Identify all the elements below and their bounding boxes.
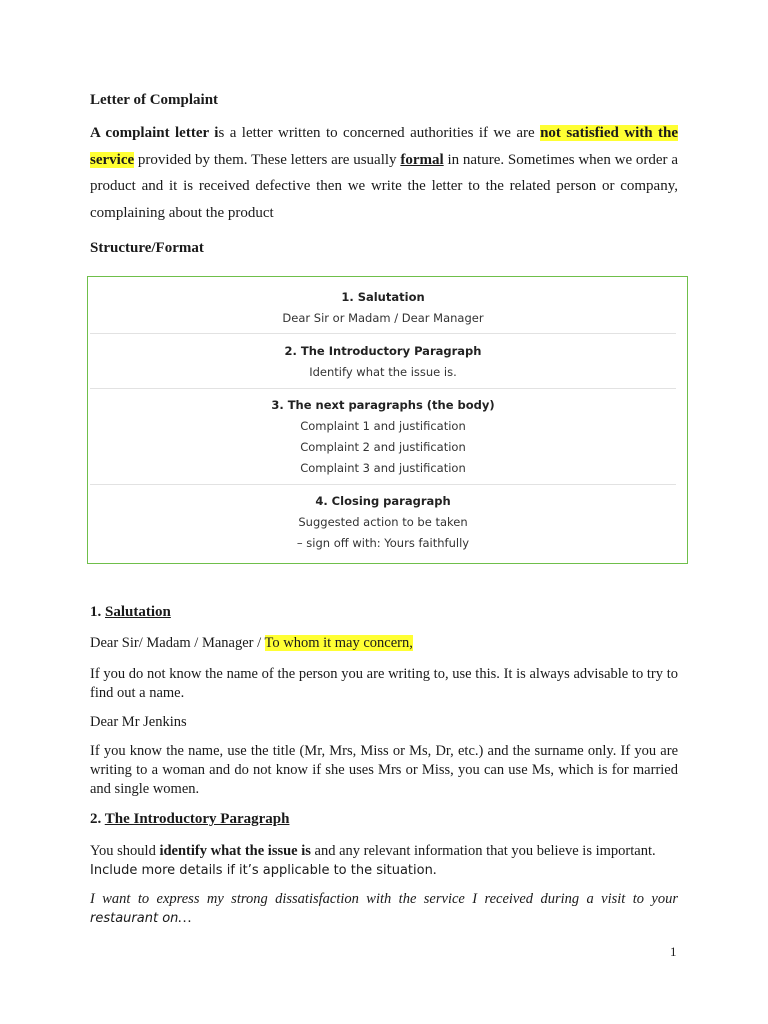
section-2-number: 2. <box>90 811 105 827</box>
format-line: Complaint 3 and justification <box>300 461 466 475</box>
intro-paragraph-guidance <box>90 842 678 880</box>
format-divider <box>90 333 676 334</box>
format-line: Identify what the issue is. <box>309 365 457 379</box>
format-heading: 4. Closing paragraph <box>315 494 451 508</box>
section-2-heading <box>90 811 289 828</box>
intro-text-3: in nature. Sometimes when we order a product and it is received defective then we write the letter to the related person or company, complaining about the product <box>90 151 678 221</box>
page-number: 1 <box>670 944 677 959</box>
format-heading: 1. Salutation <box>341 290 425 304</box>
section-1-heading <box>90 604 171 621</box>
salutation-paragraph-2: If you know the name, use the title (Mr, Mrs, Miss or Ms, Dr, etc.) and the surname only. If you are writing to a woman and do not know if she uses Mrs or Miss, you can use Ms, which is for married and single women. <box>90 743 678 797</box>
format-line: Dear Sir or Madam / Dear Manager <box>282 311 484 325</box>
salutation-highlight: To whom it may concern, <box>264 635 413 651</box>
example-text-2: restaurant on <box>90 911 179 926</box>
example-text-3: … <box>178 910 192 926</box>
format-section-salutation <box>90 287 676 329</box>
example-text-1: I want to express my strong dissatisfaction with the service I received during a visit to your <box>90 891 678 907</box>
intro-lead: A complaint letter i <box>90 125 219 141</box>
format-line: Complaint 2 and justification <box>300 440 466 454</box>
section-1-title: Salutation <box>105 604 171 620</box>
format-divider <box>90 388 676 389</box>
intro-text-1: s a letter written to concerned authorities if we are <box>218 125 541 141</box>
section-1-number: 1. <box>90 604 105 620</box>
intro-example <box>90 890 678 928</box>
format-heading: 2. The Introductory Paragraph <box>284 344 482 358</box>
format-heading: 3. The next paragraphs (the body) <box>271 398 495 412</box>
format-divider <box>90 484 676 485</box>
format-line: – sign off with: Yours faithfully <box>296 536 470 550</box>
intro-formal: formal <box>400 151 444 168</box>
document-page <box>90 0 678 1024</box>
format-section-closing <box>90 491 676 554</box>
format-section-intro <box>90 341 676 383</box>
structure-heading: Structure/Format <box>90 240 204 256</box>
guidance-bold: identify what the issue is <box>159 843 311 859</box>
guidance-text-4: . <box>432 862 437 878</box>
guidance-text-3: Include more details if it’s applicable to the situation <box>90 863 433 878</box>
section-2-title: The Introductory Paragraph <box>104 811 290 827</box>
document-title: Letter of Complaint <box>90 92 219 108</box>
guidance-text-1: You should <box>90 843 160 859</box>
format-box <box>87 276 688 564</box>
guidance-text-2: and any relevant information that you believe is important. <box>310 843 656 859</box>
format-section-body <box>90 395 676 479</box>
intro-paragraph <box>90 120 678 226</box>
salutation-example: Dear Mr Jenkins <box>90 714 187 730</box>
salutation-line <box>90 634 678 653</box>
intro-text-2: provided by them. These letters are usually <box>134 151 401 168</box>
format-line: Suggested action to be taken <box>298 515 468 529</box>
salutation-paragraph-1: If you do not know the name of the person you are writing to, use this. It is always advisable to try to find out a name. <box>90 666 678 701</box>
intro-highlight: not satisfied with the service <box>90 125 678 168</box>
format-line: Complaint 1 and justification <box>300 419 466 433</box>
salutation-options: Dear Sir/ Madam / Manager / <box>90 635 265 651</box>
